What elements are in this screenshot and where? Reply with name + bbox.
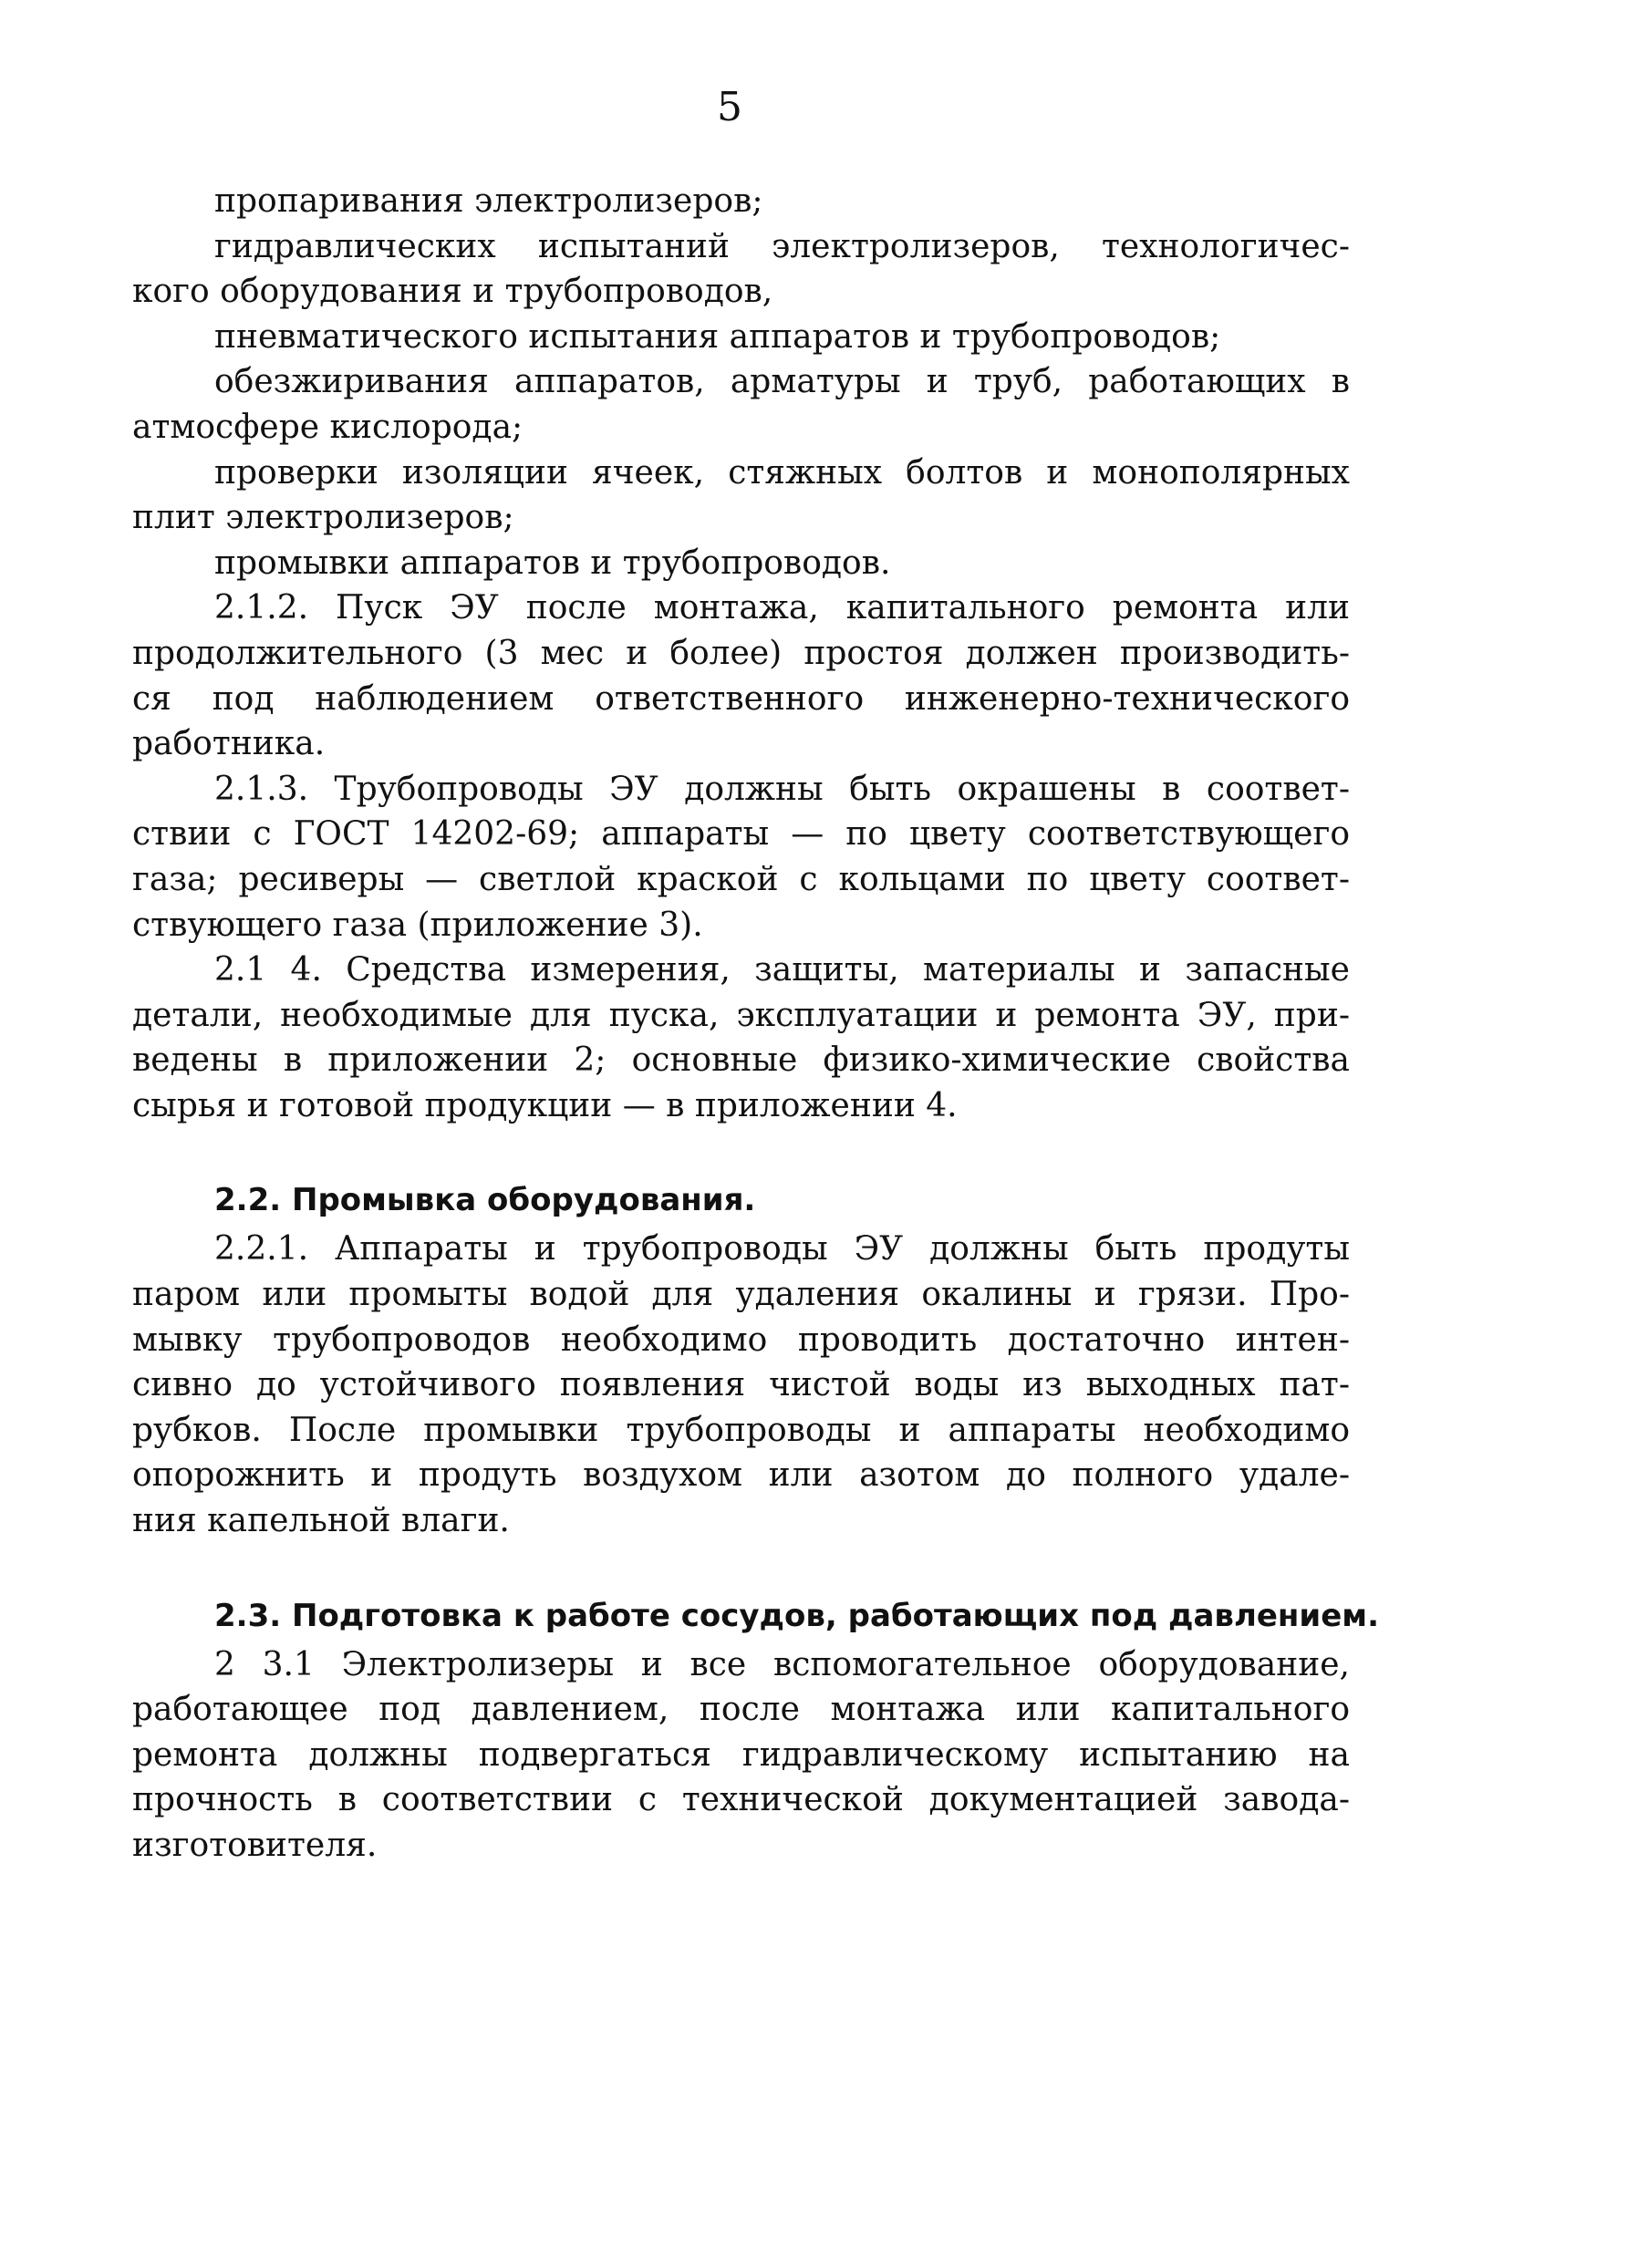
paragraph bbox=[132, 315, 1350, 360]
text-line: плит электролизеров; bbox=[132, 499, 514, 537]
text-line: кого оборудования и трубопроводов, bbox=[132, 273, 773, 311]
text-line: рубков. После промывки трубопроводы и аппараты необходимо bbox=[132, 1411, 1350, 1449]
text-line: ся под наблюдением ответственного инженерно-технического bbox=[132, 679, 1350, 718]
text-line: проверки изоляции ячеек, стяжных болтов и монополярных bbox=[214, 453, 1350, 492]
text-line: продолжительного (3 мес и более) простоя должен производить- bbox=[132, 634, 1350, 672]
text-line: обезжиривания аппаратов, арматуры и труб, работающих в bbox=[214, 363, 1350, 401]
paragraph bbox=[132, 767, 1350, 948]
text-line: сырья и готовой продукции — в приложении 4. bbox=[132, 1086, 958, 1124]
text-line: мывку трубопроводов необходимо проводить достаточно интен- bbox=[132, 1320, 1350, 1359]
text-line: 2.1.2. Пуск ЭУ после монтажа, капитального ремонта или bbox=[214, 589, 1350, 627]
paragraph bbox=[132, 224, 1350, 315]
paragraph bbox=[132, 179, 1350, 224]
text-line: сивно до устойчивого появления чистой воды из выходных пат- bbox=[132, 1366, 1350, 1404]
text-line: промывки аппаратов и трубопроводов. bbox=[214, 544, 891, 582]
intro-paragraphs bbox=[132, 179, 1350, 1128]
text-line: ния капельной влаги. bbox=[132, 1502, 510, 1540]
text-line: опорожнить и продуть воздухом или азотом до полного удале- bbox=[132, 1456, 1350, 1495]
text-line: газа; ресиверы — светлой краской с кольцами по цвету соответ- bbox=[132, 860, 1350, 898]
text-line: пропаривания электролизеров; bbox=[214, 182, 763, 220]
text-line: прочность в соответствии с технической документацией завода- bbox=[132, 1781, 1350, 1819]
paragraph bbox=[132, 585, 1350, 766]
text-line: работника. bbox=[132, 725, 326, 763]
paragraph bbox=[132, 450, 1350, 541]
text-line: изготовителя. bbox=[132, 1827, 378, 1864]
section-title-2-2: 2.2. Промывка оборудования. bbox=[214, 1182, 756, 1219]
text-line: ствующего газа (приложение 3). bbox=[132, 906, 703, 944]
text-line: ведены в приложении 2; основные физико-химические свойства bbox=[132, 1041, 1350, 1080]
section-2-3-paragraph bbox=[132, 1642, 1350, 1869]
text-line: работающее под давлением, после монтажа или капитального bbox=[132, 1691, 1350, 1729]
section-2-2-paragraph bbox=[132, 1227, 1350, 1543]
text-line: 2.2.1. Аппараты и трубопроводы ЭУ должны быть продуты bbox=[214, 1230, 1350, 1269]
paragraph bbox=[132, 1642, 1350, 1869]
text-line: атмосфере кислорода; bbox=[132, 408, 524, 446]
text-line: пневматического испытания аппаратов и трубопроводов; bbox=[214, 317, 1221, 356]
text-line: паром или промыты водой для удаления окалины и грязи. Про- bbox=[132, 1276, 1350, 1314]
paragraph bbox=[132, 1227, 1350, 1543]
paragraph bbox=[132, 541, 1350, 586]
text-line: 2 3.1 Электролизеры и все вспомогательное оборудование, bbox=[214, 1645, 1350, 1683]
text-line: гидравлических испытаний электролизеров, технологичес- bbox=[214, 227, 1350, 265]
text-line: 2.1 4. Средства измерения, защиты, материалы и запасные bbox=[214, 951, 1350, 989]
text-line: ствии с ГОСТ 14202-69; аппараты — по цвету соответствующего bbox=[132, 815, 1350, 854]
page-number: 5 bbox=[717, 84, 742, 130]
text-line: 2.1.3. Трубопроводы ЭУ должны быть окрашены в соответ- bbox=[214, 770, 1350, 808]
text-line: ремонта должны подвергаться гидравлическому испытанию на bbox=[132, 1735, 1350, 1774]
body-text bbox=[132, 179, 1379, 1869]
paragraph bbox=[132, 948, 1350, 1128]
paragraph bbox=[132, 359, 1350, 450]
text-line: детали, необходимые для пуска, эксплуатации и ремонта ЭУ, при- bbox=[132, 996, 1350, 1034]
section-title-2-3: 2.3. Подготовка к работе сосудов, работающих под давлением. bbox=[214, 1597, 1379, 1634]
